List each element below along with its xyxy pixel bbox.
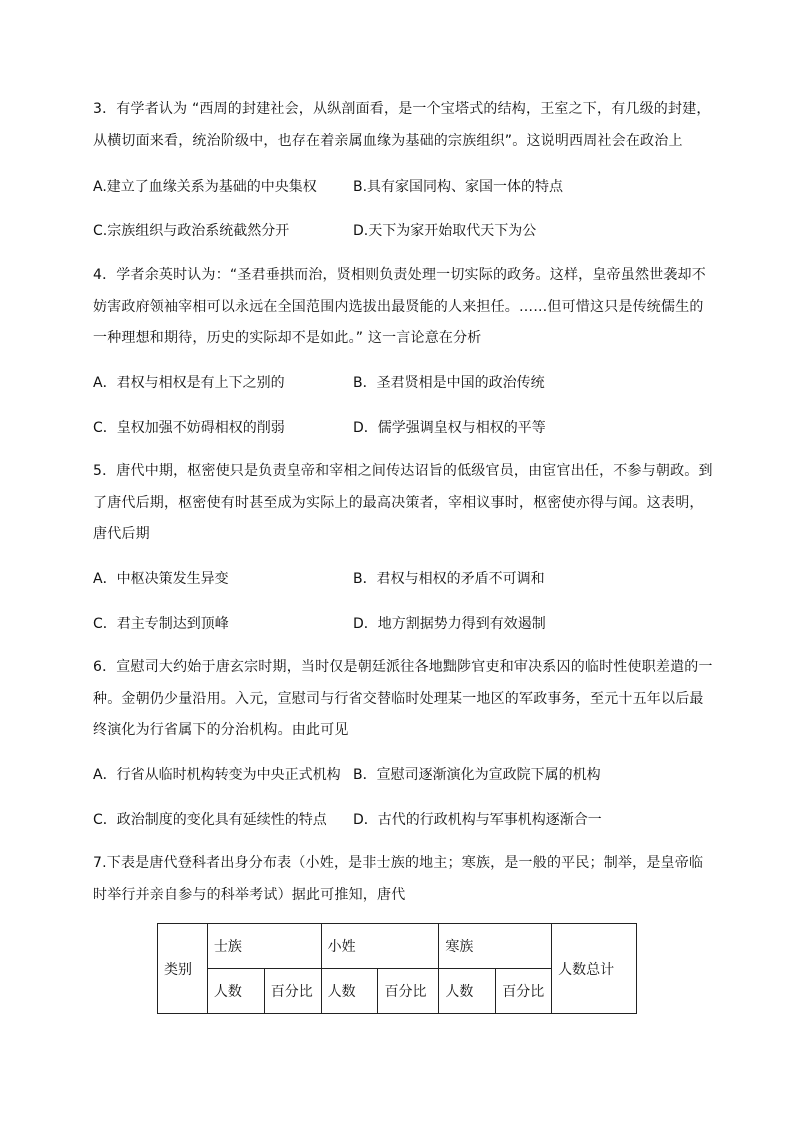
q5-option-a: A．中枢决策发生异变 [93, 571, 229, 587]
q5-option-b: B．君权与相权的矛盾不可调和 [353, 571, 545, 587]
q4-stem-line-3: 一种理想和期待，历史的实际却不是如此。” 这一言论意在分析 [93, 330, 482, 346]
q5-stem-line-2: 了唐代后期，枢密使有时甚至成为实际上的最高决策者，宰相议事时，枢密使亦得与闻。这表明， [93, 495, 704, 511]
q3-option-d: D.天下为家开始取代天下为公 [353, 223, 537, 239]
subheader-count: 人数 [207, 969, 264, 1014]
q7-stem-line-2: 时举行并亲自参与的科举考试）据此可推知，唐代 [93, 887, 406, 903]
q5-stem-line-1: 5．唐代中期，枢密使只是负责皇帝和宰相之间传达诏旨的低级官员，由宦官出任，不参与朝政。到 [93, 463, 713, 479]
q4-option-c: C．皇权加强不妨碍相权的削弱 [93, 420, 285, 436]
subheader-percent: 百分比 [264, 969, 321, 1014]
q5-stem-line-3: 唐代后期 [93, 526, 150, 542]
q6-stem-line-1: 6．宣慰司大约始于唐玄宗时期，当时仅是朝廷派往各地黜陟官吏和审决系囚的临时性使职差遣的一 [93, 659, 713, 675]
group-header-shizu: 士族 [207, 924, 321, 969]
subheader-percent: 百分比 [496, 969, 552, 1014]
q6-stem-line-3: 终演化为行省属下的分治机构。由此可见 [93, 722, 349, 738]
q6-option-b: B．宣慰司逐渐演化为宣政院下属的机构 [353, 767, 601, 783]
q7-stem-line-1: 7.下表是唐代登科者出身分布表（小姓，是非士族的地主；寒族，是一般的平民；制举，是皇帝临 [93, 855, 704, 871]
q3-option-c: C.宗族组织与政治系统截然分开 [93, 223, 290, 239]
q4-option-d: D．儒学强调皇权与相权的平等 [353, 420, 546, 436]
table-header-row [158, 924, 637, 969]
q3-stem-line-1: 3．有学者认为 “西周的封建社会，从纵剖面看，是一个宝塔式的结构，王室之下，有几级的封建， [93, 101, 711, 117]
group-header-hanzu: 寒族 [439, 924, 552, 969]
q4-stem-line-2: 妨害政府领袖宰相可以永远在全国范围内选拔出最贤能的人来担任。……但可惜这只是传统儒生的 [93, 299, 704, 315]
total-header: 人数总计 [552, 924, 637, 1014]
q5-option-d: D．地方割据势力得到有效遏制 [353, 616, 546, 632]
q6-stem-line-2: 种。金朝仍少量沿用。入元，宣慰司与行省交替临时处理某一地区的军政事务，至元十五年以后最 [93, 691, 704, 707]
q6-option-d: D．古代的行政机构与军事机构逐渐合一 [353, 812, 602, 828]
group-header-xiaoxing: 小姓 [321, 924, 439, 969]
q5-option-c: C．君主专制达到顶峰 [93, 616, 229, 632]
q4-option-b: B．圣君贤相是中国的政治传统 [353, 375, 545, 391]
q4-option-a: A．君权与相权是有上下之别的 [93, 375, 285, 391]
q6-option-a: A．行省从临时机构转变为中央正式机构 [93, 767, 341, 783]
q6-option-c: C．政治制度的变化具有延续性的特点 [93, 812, 327, 828]
subheader-percent: 百分比 [378, 969, 439, 1014]
q3-option-b: B.具有家国同构、家国一体的特点 [353, 179, 564, 195]
q4-stem-line-1: 4．学者余英时认为：“圣君垂拱而治，贤相则负责处理一切实际的政务。这样，皇帝虽然世袭却不 [93, 267, 706, 283]
subheader-count: 人数 [439, 969, 496, 1014]
q3-stem-line-2: 从横切面来看，统治阶级中，也存在着亲属血缘为基础的宗族组织”。这说明西周社会在政治上 [93, 133, 683, 149]
category-header: 类别 [158, 924, 208, 1014]
subheader-count: 人数 [321, 969, 378, 1014]
q7-table [157, 923, 637, 1014]
q3-option-a: A.建立了血缘关系为基础的中央集权 [93, 179, 317, 195]
